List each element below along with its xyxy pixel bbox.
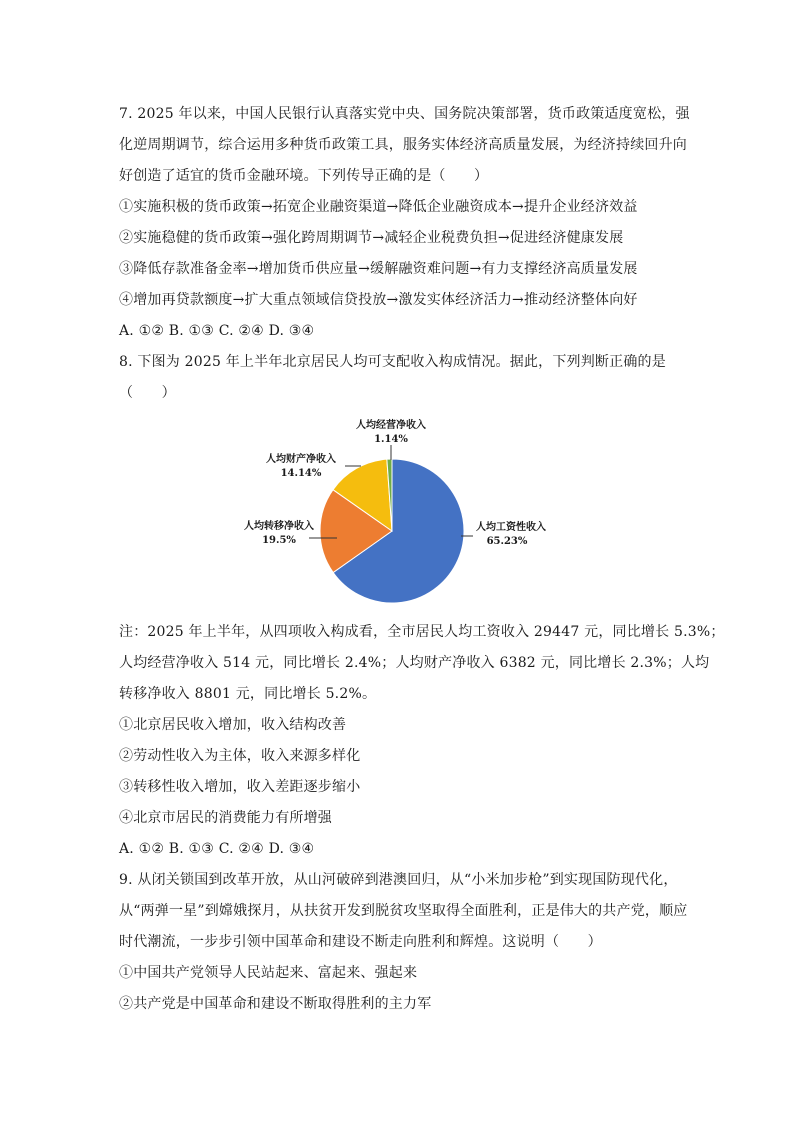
q7-option-1: ①实施积极的货币政策→拓宽企业融资渠道→降低企业融资成本→提升企业经济效益	[119, 199, 638, 215]
q7-stem-line-1: 7. 2025 年以来，中国人民银行认真落实党中央、国务院决策部署，货币政策适度宽松，强	[119, 106, 690, 122]
q9-stem-line-3: 时代潮流，一步步引领中国革命和建设不断走向胜利和辉煌。这说明（ ）	[119, 934, 602, 950]
q7-option-2: ②实施稳健的货币政策→强化跨周期调节→减轻企业税费负担→促进经济健康发展	[119, 230, 624, 246]
label-business-name: 人均经营净收入	[356, 420, 426, 431]
q8-note-line-2: 人均经营净收入 514 元，同比增长 2.4%；人均财产净收入 6382 元，同比增长 2.3%；人均	[119, 655, 710, 671]
q8-option-4: ④北京市居民的消费能力有所增强	[119, 810, 332, 826]
income-pie-chart	[225, 412, 585, 612]
label-property-value: 14.14%	[280, 468, 322, 479]
label-wage-value: 65.23%	[486, 536, 528, 547]
q9-option-1: ①中国共产党领导人民站起来、富起来、强起来	[119, 965, 418, 981]
q7-stem-line-3: 好创造了适宜的货币金融环境。下列传导正确的是（ ）	[119, 168, 489, 184]
label-transfer-value: 19.5%	[262, 535, 296, 546]
pie-chart-svg	[225, 412, 585, 612]
q7-option-4: ④增加再贷款额度→扩大重点领域信贷投放→激发实体经济活力→推动经济整体向好	[119, 292, 638, 308]
q7-option-3: ③降低存款准备金率→增加货币供应量→缓解融资难问题→有力支撑经济高质量发展	[119, 261, 638, 277]
label-transfer-name: 人均转移净收入	[244, 521, 314, 532]
q8-option-2: ②劳动性收入为主体，收入来源多样化	[119, 748, 361, 764]
q8-option-1: ①北京居民收入增加，收入结构改善	[119, 717, 347, 733]
q7-answer-choices: A. ①② B. ①③ C. ②④ D. ③④	[119, 323, 315, 339]
q8-stem-line-2: （ ）	[119, 385, 176, 401]
label-business-value: 1.14%	[374, 434, 408, 445]
label-wage-name: 人均工资性收入	[476, 522, 546, 533]
q9-stem-line-1: 9. 从闭关锁国到改革开放，从山河破碎到港澳回归，从“小米加步枪”到实现国防现代化，	[119, 872, 678, 888]
q7-stem-line-2: 化逆周期调节，综合运用多种货币政策工具，服务实体经济高质量发展，为经济持续回升向	[119, 137, 687, 153]
q8-stem-line-1: 8. 下图为 2025 年上半年北京居民人均可支配收入构成情况。据此，下列判断正确的是	[119, 354, 666, 370]
q8-answer-choices: A. ①② B. ①③ C. ②④ D. ③④	[119, 841, 315, 857]
q8-note-line-1: 注：2025 年上半年，从四项收入构成看，全市居民人均工资收入 29447 元，同比增长 5.3%；	[119, 624, 725, 640]
label-property-name: 人均财产净收入	[266, 454, 336, 465]
q8-note-line-3: 转移净收入 8801 元，同比增长 5.2%。	[119, 686, 377, 702]
q9-option-2: ②共产党是中国革命和建设不断取得胜利的主力军	[119, 996, 432, 1012]
q9-stem-line-2: 从“两弹一星”到嫦娥探月，从扶贫开发到脱贫攻坚取得全面胜利，正是伟大的共产党，顺应	[119, 903, 688, 919]
q8-option-3: ③转移性收入增加，收入差距逐步缩小	[119, 779, 361, 795]
